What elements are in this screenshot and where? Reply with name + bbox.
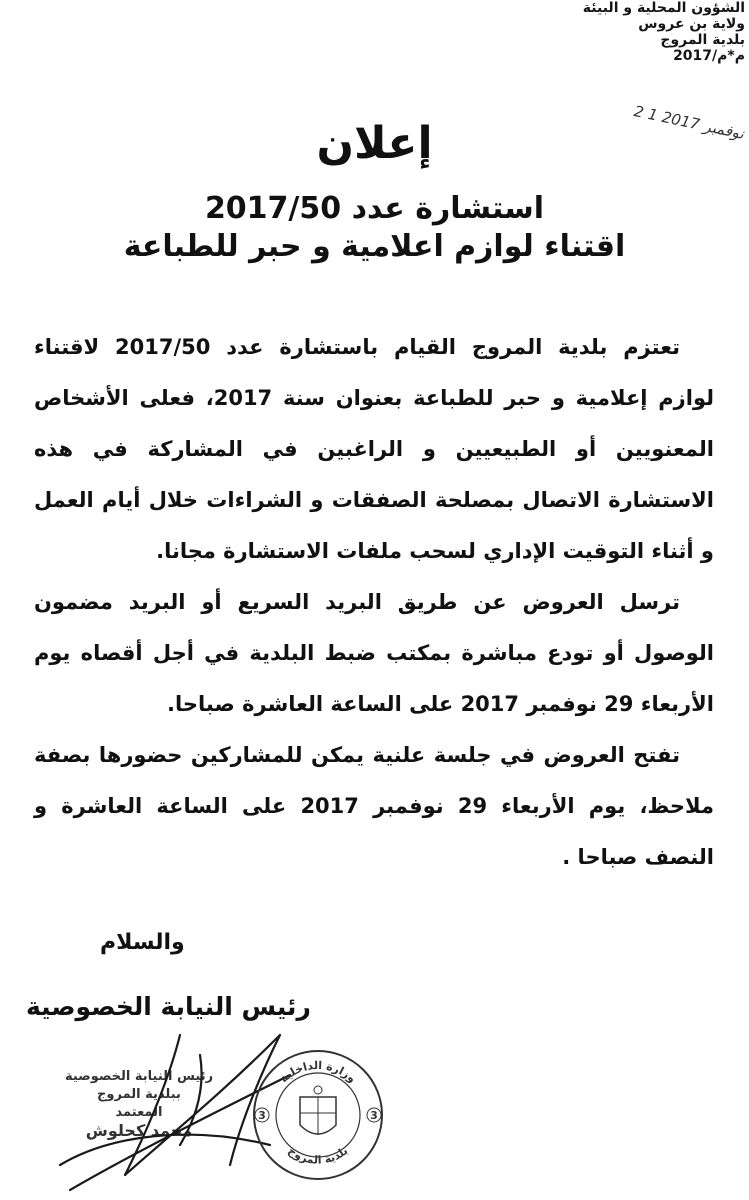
- letterhead-line-governorate: ولاية بن عروس: [638, 16, 745, 32]
- consultation-number: استشارة عدد 2017/50: [204, 191, 545, 226]
- announcement-body: [34, 322, 714, 883]
- paragraph-opening-text: تفتح العروض في جلسة علنية يمكن للمشاركين حضورها بصفة ملاحظ، يوم الأربعاء 29 نوفمبر 2017 على الساعة العاشرة و النصف صباحا .: [34, 743, 714, 869]
- stamp-line-name: محمد كحلوش: [85, 1121, 193, 1140]
- seal-right-number: 3: [370, 1109, 378, 1122]
- consultation-subject: اقتناء لوازم اعلامية و حبر للطباعة: [123, 229, 626, 264]
- paragraph-invitation: [34, 322, 714, 577]
- letterhead-line-ministry: الشؤون المحلية و البيئة: [582, 0, 745, 16]
- letterhead-line-reference: م*م/2017: [673, 48, 745, 64]
- round-seal: [248, 1045, 388, 1185]
- signatory-title: رئيس النيابة الخصوصية: [26, 992, 311, 1021]
- coat-of-arms-icon: [300, 1086, 336, 1135]
- paragraph-submission-text: ترسل العروض عن طريق البريد السريع أو البريد مضمون الوصول أو تودع مباشرة بمكتب ضبط البلدية في أجل أقصاه يوم الأربعاء 29 نوفمبر 2017 على الساعة العاشرة صباحا.: [34, 590, 714, 716]
- closing-salutation: والسلام: [100, 930, 185, 955]
- stamp-line-municipality: ببلدية المروج: [97, 1087, 181, 1102]
- letterhead: [575, 0, 745, 64]
- seal-top-text: وزارة الداخلية: [277, 1058, 359, 1086]
- stamp-line-role: المعتمد: [115, 1105, 163, 1120]
- letterhead-line-municipality: بلدية المروج: [660, 32, 745, 48]
- paragraph-opening: [34, 730, 714, 883]
- paragraph-submission: [34, 577, 714, 730]
- stamp-line-title: رئيس النيابة الخصوصية: [64, 1069, 214, 1084]
- seal-bottom-text: بلدية المروج: [285, 1144, 351, 1167]
- paragraph-invitation-text: تعتزم بلدية المروج القيام باستشارة عدد 2017/50 لاقتناء لوازم إعلامية و حبر للطباعة بعنوان سنة 2017، فعلى الأشخاص المعنويين أو الطبيعيين و الراغبين في المشاركة في هذه الاستشارة الاتصال بمصلحة الصفقات و الشراءات خلال أيام العمل و أثناء التوقيت الإداري لسحب ملفات الاستشارة مجانا.: [34, 335, 714, 563]
- page-title: إعلان: [316, 118, 433, 169]
- seal-left-number: 3: [258, 1109, 266, 1122]
- received-date-stamp: 2 1 نوفمبر 2017: [632, 102, 746, 143]
